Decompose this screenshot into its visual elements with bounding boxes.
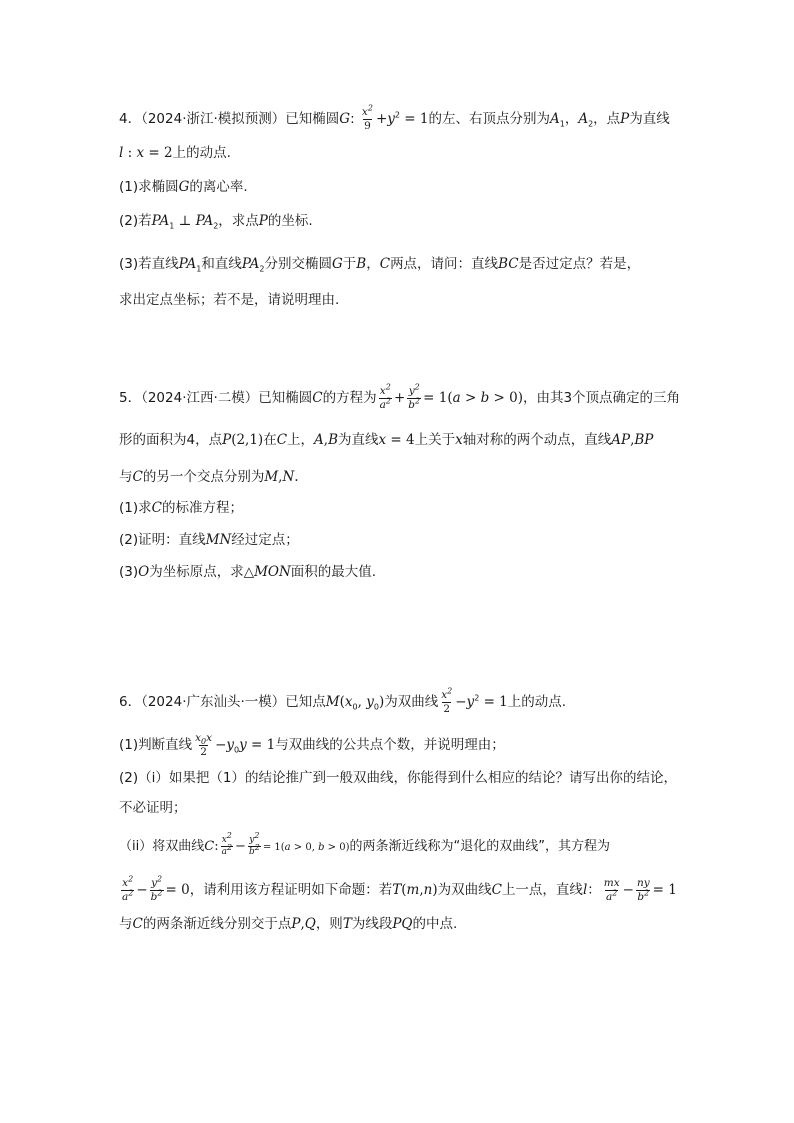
q6-part-3-end: 与C的两条渐近线分别交于点P,Q，则T为线段PQ的中点. [119, 916, 458, 932]
q4-text: 的左、右顶点分别为 [428, 111, 550, 127]
q6-part-2 [119, 768, 677, 788]
q5-text: 为直线 [338, 432, 379, 448]
q4-text: 上的动点. [172, 145, 231, 161]
q6-text: 为双曲线 [384, 694, 439, 710]
fraction: $\frac{x^2}{a^2}$ [379, 382, 391, 411]
q5-text: 与 [119, 469, 133, 485]
fraction: $\frac{ny}{b^2}$ [636, 877, 650, 903]
q4-text: (3)若直线 [119, 256, 179, 272]
q5-text: 的另一个交点分别为 [142, 469, 265, 485]
q4-text: (1)求椭圆 [119, 179, 179, 195]
q5-line-1: 5．（2024·江西·二模）已知椭圆C的方程为 $\frac{x^2}{a^2}$ + $\frac{y^2}{b^2}$ = 1(a > b > 0)，由其3个顶点确定的三角 [119, 382, 681, 411]
fraction: $\frac{x^2}{a^2}$ [221, 831, 233, 857]
fraction: $\frac{x^2}{9}$ [361, 103, 373, 132]
q6-text: 不必证明； [119, 800, 187, 816]
q5-text: 轴对称的两个动点，直线 [462, 432, 612, 448]
q5-text: 经过定点； [231, 532, 299, 548]
q5-text: (3) [119, 564, 139, 580]
q5-text: 的标准方程； [161, 500, 243, 516]
q6-text: ，请利用该方程证明如下命题：若 [189, 882, 393, 898]
q5-text: 上， [287, 432, 315, 448]
fraction: $\frac{x^2}{2}$ [441, 686, 453, 715]
q5-text: 的方程为 [322, 390, 377, 406]
q4-text: (2)若 [119, 213, 152, 229]
q5-line-2: 形的面积为4，点P(2,1)在C上，A,B为直线x = 4上关于x轴对称的两个动点，直线AP,BP [119, 432, 654, 448]
q6-line-1: 6．（2024·广东汕头·一模）已知点$M(x_0$, $y_0$)为双曲线 $\frac{x^2}{2}$ $-y^2 = 1$上的动点. [119, 686, 567, 715]
q6-intro: 6．（2024·广东汕头·一模）已知点 [119, 694, 326, 710]
q6-text: 与双曲线的公共点个数，并说明理由； [275, 737, 505, 753]
q5-part-2: (2)证明：直线MN经过定点； [119, 532, 299, 548]
q5-text: 在 [263, 432, 277, 448]
q4-part-3-cont [119, 290, 339, 310]
q4-part-1: (1)求椭圆G的离心率. [119, 179, 248, 195]
q4-part-3: (3)若直线$PA_1$和直线$PA_2$分别交椭圆G于B，C两点，请问：直线BC是否过定点？若是， [119, 256, 641, 274]
fraction: $\frac{y^2}{b^2}$ [248, 831, 260, 857]
q4-line-1: 4．（2024·浙江·模拟预测）已知椭圆G: $\frac{x^2}{9}$ $+y^2 = 1$的左、右顶点分别为$A_1$，$A_2$，点P为直线 [119, 103, 670, 132]
q6-part-3-cont: $\frac{x^2}{a^2}$ − $\frac{y^2}{b^2}$ = 0，请利用该方程证明如下命题：若T(m,n)为双曲线C上一点，直线l： $\frac{mx}{a^2}$ − $\frac{ny}{b^2}$ = 1 [122, 874, 677, 903]
q6-text: ，则 [315, 916, 343, 932]
fraction: $\frac{x^2}{a^2}$ [122, 874, 134, 903]
fraction: $\frac{y^2}{b^2}$ [408, 382, 421, 411]
fraction: $\frac{mx}{a^2}$ [603, 877, 620, 903]
q6-text: （ii）将双曲线 [119, 839, 205, 854]
q4-intro: 4．（2024·浙江·模拟预测）已知椭圆 [119, 111, 340, 127]
q5-text: (1)求 [119, 500, 152, 516]
fraction: $\frac{y^2}{b^2}$ [150, 874, 163, 903]
q4-text: ，求点 [218, 213, 259, 229]
q6-text: (2)（i）如果把（1）的结论推广到一般双曲线，你能得到什么相应的结论？请写出你的结论， [119, 770, 677, 786]
q5-text: 为坐标原点，求 [149, 564, 244, 580]
q5-text: 上关于 [414, 432, 456, 448]
q6-text: 的两条渐近线称为“退化的双曲线”，其方程为 [349, 839, 610, 854]
q4-text: ， [366, 256, 380, 272]
q5-text: 形的面积为4，点 [119, 432, 223, 448]
q6-text: 为双曲线 [437, 882, 492, 898]
q4-part-2: (2)若$PA_1$ ⊥ $PA_2$，求点P的坐标. [119, 213, 313, 231]
q4-text: ，点 [593, 111, 621, 127]
q5-text: 面积的最大值. [290, 564, 377, 580]
q5-text: (2)证明：直线 [119, 532, 206, 548]
fraction: $\frac{x_0x}{2}$ [195, 732, 213, 758]
q4-text: 是否过定点？若是， [518, 256, 641, 272]
q4-text: 为直线 [629, 111, 670, 127]
q5-part-1: (1)求C的标准方程； [119, 500, 243, 516]
q6-text: (1)判断直线 [119, 737, 193, 753]
q6-text: 与 [119, 916, 133, 932]
q5-text: ，由其3个顶点确定的三角 [522, 390, 681, 406]
q4-text: 于 [342, 256, 357, 272]
q6-part-2-cont [119, 798, 187, 818]
q6-text: 上一点，直线 [501, 882, 583, 898]
q4-text: 两点，请问：直线 [390, 256, 499, 272]
q4-line-2: l : x = 2上的动点. [119, 145, 231, 161]
q6-part-3: （ii）将双曲线C: $\frac{x^2}{a^2}$ − $\frac{y^2}{b^2}$ = 1(a > 0, b > 0)的两条渐近线称为“退化的双曲线”，其方程为 [119, 831, 610, 857]
q4-text: 和直线 [201, 256, 242, 272]
q6-part-1: (1)判断直线 $\frac{x_0x}{2}$ $-y_0y = 1$与双曲线的公共点个数，并说明理由； [119, 732, 505, 758]
q5-line-3: 与C的另一个交点分别为M,N. [119, 469, 299, 485]
q5-part-3: (3)O为坐标原点，求△MON面积的最大值. [119, 564, 377, 580]
q6-text: 为线段 [351, 916, 393, 932]
q5-intro: 5．（2024·江西·二模）已知椭圆 [119, 390, 313, 406]
q6-text: 上的动点. [507, 694, 567, 710]
q4-text: 分别交椭圆 [264, 256, 332, 272]
q4-text: 的坐标. [267, 213, 313, 229]
q6-text: 的两条渐近线分别交于点 [142, 916, 292, 932]
q6-text: 的中点. [412, 916, 458, 932]
q4-text: 求出定点坐标；若不是，请说明理由. [119, 292, 340, 308]
q4-text: 的离心率. [189, 179, 248, 195]
